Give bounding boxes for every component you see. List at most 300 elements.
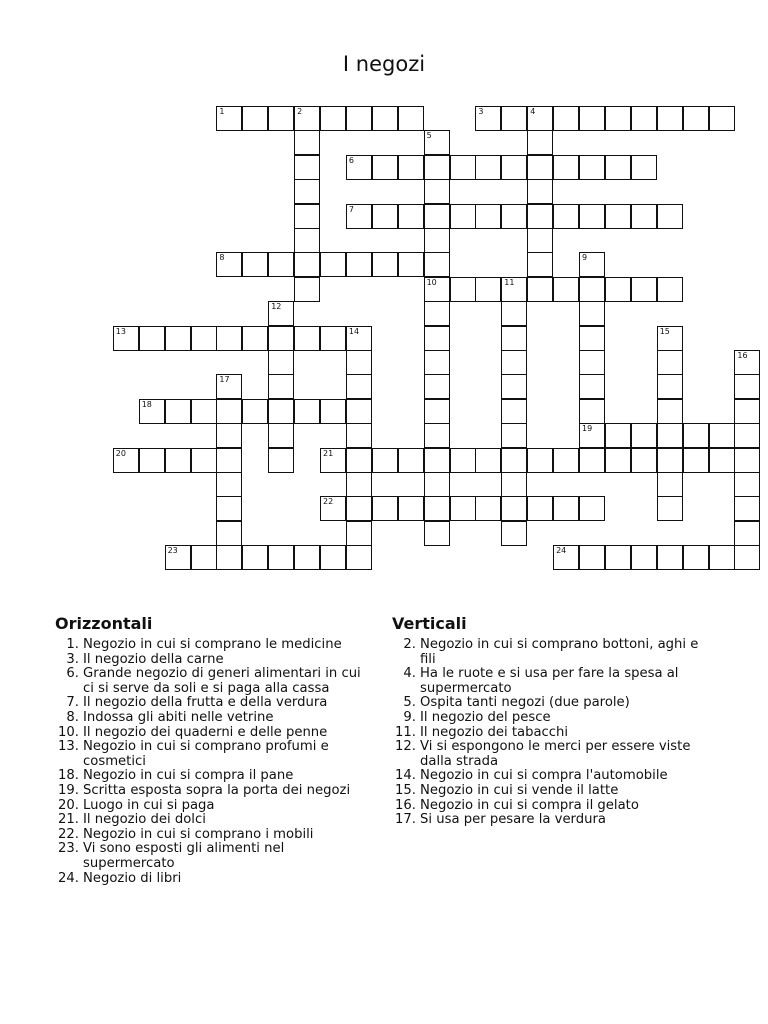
crossword-cell[interactable]	[579, 155, 605, 180]
clue-text: Ospita tanti negozi (due parole)	[420, 695, 630, 711]
clue-text: Grande negozio di generi alimentari in cui ci si serve da soli e si paga alla cassa	[83, 666, 361, 696]
crossword-cell[interactable]	[424, 130, 450, 155]
clue-text: Il negozio dei dolci	[83, 812, 206, 828]
crossword-cell[interactable]	[501, 326, 527, 351]
crossword-cell[interactable]	[450, 496, 476, 521]
crossword-cell[interactable]	[527, 496, 553, 521]
crossword-cell[interactable]	[346, 521, 372, 546]
crossword-cell[interactable]	[113, 448, 139, 473]
crossword-cell[interactable]	[398, 204, 424, 229]
crossword-cell[interactable]	[139, 326, 165, 351]
crossword-cell[interactable]	[605, 448, 631, 473]
clue-number: 7.	[66, 695, 79, 711]
crossword-cell[interactable]	[346, 252, 372, 277]
crossword-cell[interactable]	[553, 496, 579, 521]
crossword-cell[interactable]	[527, 448, 553, 473]
crossword-cell[interactable]	[527, 252, 553, 277]
crossword-cell[interactable]	[398, 496, 424, 521]
crossword-cell[interactable]	[579, 277, 605, 302]
crossword-cell[interactable]	[553, 155, 579, 180]
puzzle-title: I negozi	[342, 52, 426, 76]
crossword-cell[interactable]	[501, 399, 527, 424]
crossword-cell[interactable]	[216, 399, 242, 424]
cell-number: 3	[478, 107, 484, 116]
clue-number: 3.	[66, 651, 79, 667]
crossword-cell[interactable]	[424, 155, 450, 180]
crossword-cell[interactable]	[346, 472, 372, 497]
crossword-cell[interactable]	[346, 374, 372, 399]
clue-text: Negozio in cui si comprano le medicine	[83, 637, 342, 652]
crossword-cell[interactable]	[294, 179, 320, 204]
crossword-cell[interactable]	[346, 106, 372, 131]
crossword-cell[interactable]	[734, 472, 760, 497]
clue-text: Negozio in cui si compra il pane	[83, 768, 294, 784]
crossword-cell[interactable]	[501, 521, 527, 546]
crossword-cell[interactable]	[579, 448, 605, 473]
crossword-cell[interactable]	[553, 448, 579, 473]
cell-number: 11	[504, 277, 515, 287]
clue-item	[55, 872, 373, 887]
crossword-cell[interactable]	[191, 399, 217, 424]
crossword-cell[interactable]	[579, 350, 605, 375]
crossword-cell[interactable]	[216, 521, 242, 546]
crossword-cell[interactable]	[657, 496, 683, 521]
crossword-cell[interactable]	[579, 545, 605, 570]
crossword-cell[interactable]	[501, 204, 527, 229]
crossword-cell[interactable]	[424, 374, 450, 399]
crossword-cell[interactable]	[683, 106, 709, 131]
crossword-cell[interactable]	[734, 545, 760, 570]
crossword-cell[interactable]	[475, 448, 501, 473]
clue-item	[392, 667, 714, 696]
cell-number: 17	[219, 375, 230, 385]
crossword-cell[interactable]	[346, 496, 372, 521]
crossword-cell[interactable]	[216, 448, 242, 473]
crossword-cell[interactable]	[346, 350, 372, 375]
clue-number: 10.	[58, 724, 79, 740]
cell-number: 7	[348, 204, 354, 214]
crossword-cell[interactable]	[242, 326, 268, 351]
crossword-cell[interactable]	[631, 204, 657, 229]
clue-number: 22.	[58, 826, 79, 842]
clue-item	[55, 638, 373, 653]
crossword-cell[interactable]	[657, 472, 683, 497]
crossword-cell[interactable]	[294, 545, 320, 570]
clue-item	[392, 813, 714, 828]
crossword-cell[interactable]	[657, 399, 683, 424]
cell-number: 12	[271, 302, 282, 312]
crossword-cell[interactable]	[734, 399, 760, 424]
crossword-cell[interactable]	[191, 545, 217, 570]
clue-number: 8.	[66, 709, 79, 725]
clue-text: Scritta esposta sopra la porta dei negozi	[83, 782, 351, 798]
clue-text: Vi si espongono le merci per essere viste dalla strada	[420, 739, 691, 769]
clue-item	[392, 740, 714, 769]
clue-text: Negozio in cui si compra il gelato	[420, 797, 639, 813]
crossword-cell[interactable]	[683, 448, 709, 473]
crossword-cell[interactable]	[372, 496, 398, 521]
crossword-cell[interactable]	[320, 448, 346, 473]
crossword-cell[interactable]	[501, 155, 527, 180]
crossword-cell[interactable]	[501, 472, 527, 497]
crossword-cell[interactable]	[527, 204, 553, 229]
crossword-cell[interactable]	[734, 521, 760, 546]
crossword-cell[interactable]	[294, 326, 320, 351]
clue-item	[55, 711, 373, 726]
crossword-cell[interactable]	[501, 374, 527, 399]
crossword-cell[interactable]	[268, 399, 294, 424]
crossword-cell[interactable]	[424, 423, 450, 448]
crossword-cell[interactable]	[268, 350, 294, 375]
across-clue-list	[55, 638, 373, 886]
crossword-cell[interactable]	[294, 204, 320, 229]
crossword-cell[interactable]	[372, 448, 398, 473]
clue-item	[392, 769, 714, 784]
crossword-cell[interactable]	[346, 155, 372, 180]
crossword-cell[interactable]	[605, 106, 631, 131]
crossword-cell[interactable]	[268, 448, 294, 473]
crossword-cell[interactable]	[398, 155, 424, 180]
cell-number: 19	[582, 424, 593, 434]
cell-number: 13	[115, 326, 126, 336]
crossword-cell[interactable]	[527, 155, 553, 180]
crossword-cell[interactable]	[734, 496, 760, 521]
crossword-cell[interactable]	[424, 204, 450, 229]
crossword-cell[interactable]	[657, 545, 683, 570]
clue-text: Il negozio dei tabacchi	[420, 724, 569, 740]
cell-number: 1	[219, 107, 225, 116]
crossword-cell[interactable]	[424, 448, 450, 473]
crossword-cell[interactable]	[450, 277, 476, 302]
crossword-cell[interactable]	[605, 155, 631, 180]
crossword-cell[interactable]	[268, 252, 294, 277]
clue-number: 11.	[395, 724, 416, 740]
clue-number: 20.	[58, 797, 79, 813]
crossword-cell[interactable]	[709, 545, 735, 570]
crossword-cell[interactable]	[475, 277, 501, 302]
crossword-cell[interactable]	[605, 204, 631, 229]
crossword-cell[interactable]	[424, 301, 450, 326]
across-clues	[55, 614, 373, 886]
crossword-cell[interactable]	[294, 277, 320, 302]
clue-item	[55, 769, 373, 784]
crossword-cell[interactable]	[657, 350, 683, 375]
crossword-cell[interactable]	[527, 106, 553, 131]
crossword-cell[interactable]	[605, 545, 631, 570]
clue-text: Negozio in cui si comprano bottoni, aghi e fili	[420, 637, 699, 667]
clue-number: 18.	[58, 768, 79, 784]
crossword-cell[interactable]	[139, 448, 165, 473]
clue-number: 17.	[395, 812, 416, 828]
clue-number: 2.	[403, 637, 416, 652]
crossword-cell[interactable]	[501, 423, 527, 448]
crossword-cell[interactable]	[683, 545, 709, 570]
clue-item	[55, 828, 373, 843]
crossword-cell[interactable]	[216, 106, 242, 131]
clue-text: Si usa per pesare la verdura	[420, 812, 606, 828]
crossword-cell[interactable]	[346, 448, 372, 473]
clue-text: Il negozio del pesce	[420, 709, 551, 725]
crossword-cell[interactable]	[553, 106, 579, 131]
crossword-cell[interactable]	[346, 423, 372, 448]
clue-text: Negozio in cui si compra l'automobile	[420, 768, 668, 784]
crossword-cell[interactable]	[424, 521, 450, 546]
crossword-cell[interactable]	[372, 155, 398, 180]
clue-number: 4.	[403, 666, 416, 682]
clue-number: 21.	[58, 812, 79, 828]
crossword-cell[interactable]	[579, 496, 605, 521]
crossword-cell[interactable]	[734, 350, 760, 375]
crossword-cell[interactable]	[424, 496, 450, 521]
clue-text: Indossa gli abiti nelle vetrine	[83, 709, 274, 725]
cell-number: 6	[348, 155, 354, 165]
crossword-cell[interactable]	[320, 399, 346, 424]
crossword-cell[interactable]	[216, 545, 242, 570]
crossword-cell[interactable]	[579, 326, 605, 351]
crossword-cell[interactable]	[294, 252, 320, 277]
clue-item	[55, 740, 373, 769]
crossword-cell[interactable]	[294, 155, 320, 180]
crossword-cell[interactable]	[501, 448, 527, 473]
crossword-cell[interactable]	[709, 106, 735, 131]
clue-item	[55, 842, 373, 871]
crossword-cell[interactable]	[631, 277, 657, 302]
cell-number: 22	[323, 497, 334, 507]
clue-number: 15.	[395, 782, 416, 798]
crossword-cell[interactable]	[527, 179, 553, 204]
crossword-cell[interactable]	[268, 545, 294, 570]
crossword-cell[interactable]	[501, 106, 527, 131]
crossword-cell[interactable]	[320, 106, 346, 131]
clue-number: 24.	[58, 870, 79, 886]
clue-number: 19.	[58, 782, 79, 798]
crossword-cell[interactable]	[579, 252, 605, 277]
crossword-cell[interactable]	[579, 423, 605, 448]
crossword-cell[interactable]	[657, 448, 683, 473]
cell-number: 21	[323, 448, 334, 458]
crossword-cell[interactable]	[424, 277, 450, 302]
crossword-cell[interactable]	[294, 228, 320, 253]
crossword-cell[interactable]	[398, 252, 424, 277]
crossword-cell[interactable]	[294, 399, 320, 424]
crossword-cell[interactable]	[631, 448, 657, 473]
crossword-cell[interactable]	[372, 106, 398, 131]
crossword-cell[interactable]	[501, 496, 527, 521]
crossword-cell[interactable]	[657, 374, 683, 399]
crossword-cell[interactable]	[657, 204, 683, 229]
clue-text: Negozio in cui si vende il latte	[420, 782, 619, 798]
crossword-cell[interactable]	[579, 106, 605, 131]
crossword-cell[interactable]	[294, 130, 320, 155]
crossword-cell[interactable]	[216, 374, 242, 399]
clue-number: 14.	[395, 768, 416, 784]
crossword-cell[interactable]	[631, 423, 657, 448]
crossword-cell[interactable]	[501, 350, 527, 375]
cell-number: 14	[348, 326, 360, 336]
cell-number: 9	[582, 253, 588, 263]
clue-item	[55, 696, 373, 711]
crossword-cell[interactable]	[165, 545, 191, 570]
across-heading: Orizzontali	[55, 614, 153, 633]
crossword-cell[interactable]	[475, 106, 501, 131]
crossword-cell[interactable]	[631, 545, 657, 570]
clue-text: Luogo in cui si paga	[83, 797, 215, 813]
crossword-cell[interactable]	[346, 545, 372, 570]
cell-number: 2	[297, 107, 303, 116]
crossword-cell[interactable]	[527, 228, 553, 253]
clue-item	[55, 667, 373, 696]
crossword-cell[interactable]	[657, 326, 683, 351]
clue-item	[55, 813, 373, 828]
crossword-cell[interactable]	[216, 423, 242, 448]
crossword-cell[interactable]	[424, 472, 450, 497]
crossword-cell[interactable]	[320, 496, 346, 521]
crossword-cell[interactable]	[268, 106, 294, 131]
crossword-cell[interactable]	[346, 399, 372, 424]
crossword-cell[interactable]	[424, 252, 450, 277]
crossword-cell[interactable]	[657, 106, 683, 131]
clue-text: Ha le ruote e si usa per fare la spesa al supermercato	[420, 666, 679, 696]
clue-text: Il negozio della frutta e della verdura	[83, 695, 328, 711]
crossword-cell[interactable]	[165, 448, 191, 473]
crossword-cell[interactable]	[242, 399, 268, 424]
cell-number: 24	[556, 546, 567, 556]
crossword-cell[interactable]	[527, 277, 553, 302]
crossword-cell[interactable]	[216, 326, 242, 351]
crossword-cell[interactable]	[372, 204, 398, 229]
clue-item	[392, 726, 714, 741]
crossword-cell[interactable]	[320, 252, 346, 277]
clue-item	[392, 638, 714, 667]
clue-item	[392, 784, 714, 799]
crossword-cell[interactable]	[501, 301, 527, 326]
crossword-cell[interactable]	[191, 326, 217, 351]
crossword-cell[interactable]	[346, 204, 372, 229]
crossword-cell[interactable]	[709, 423, 735, 448]
cell-number: 18	[141, 399, 152, 409]
clue-item	[55, 726, 373, 741]
crossword-cell[interactable]	[424, 179, 450, 204]
crossword-cell[interactable]	[398, 106, 424, 131]
crossword-cell[interactable]	[372, 252, 398, 277]
clue-text: Il negozio dei quaderni e delle penne	[83, 724, 328, 740]
clue-number: 23.	[58, 841, 79, 857]
crossword-cell[interactable]	[631, 106, 657, 131]
crossword-cell[interactable]	[683, 423, 709, 448]
clue-number: 12.	[395, 739, 416, 755]
clue-text: Negozio di libri	[83, 870, 182, 886]
cell-number: 20	[115, 448, 126, 458]
crossword-cell[interactable]	[475, 496, 501, 521]
crossword-cell[interactable]	[268, 374, 294, 399]
crossword-cell[interactable]	[216, 472, 242, 497]
crossword-cell[interactable]	[165, 326, 191, 351]
crossword-cell[interactable]	[734, 448, 760, 473]
crossword-cell[interactable]	[734, 374, 760, 399]
crossword-cell[interactable]	[605, 423, 631, 448]
clue-item	[55, 799, 373, 814]
clue-number: 16.	[395, 797, 416, 813]
crossword-cell[interactable]	[320, 326, 346, 351]
crossword-cell[interactable]	[450, 155, 476, 180]
clue-text: Negozio in cui si comprano profumi e cosmetici	[83, 739, 329, 769]
crossword-cell[interactable]	[113, 326, 139, 351]
crossword-cell[interactable]	[320, 545, 346, 570]
cell-number: 4	[530, 107, 536, 116]
clue-number: 5.	[403, 695, 416, 711]
crossword-cell[interactable]	[242, 106, 268, 131]
clue-item	[55, 784, 373, 799]
crossword-cell[interactable]	[734, 423, 760, 448]
down-clue-list	[392, 638, 714, 828]
crossword-cell[interactable]	[268, 301, 294, 326]
crossword-cell[interactable]	[709, 448, 735, 473]
crossword-cell[interactable]	[424, 228, 450, 253]
crossword-cell[interactable]	[242, 252, 268, 277]
crossword-cell[interactable]	[346, 326, 372, 351]
crossword-cell[interactable]	[553, 277, 579, 302]
crossword-cell[interactable]	[579, 204, 605, 229]
crossword-cell[interactable]	[450, 204, 476, 229]
crossword-cell[interactable]	[657, 277, 683, 302]
crossword-cell[interactable]	[242, 545, 268, 570]
crossword-cell[interactable]	[398, 448, 424, 473]
crossword-cell[interactable]	[579, 374, 605, 399]
crossword-cell[interactable]	[294, 106, 320, 131]
cell-number: 23	[167, 546, 178, 556]
clue-number: 13.	[58, 739, 79, 755]
clue-number: 9.	[403, 709, 416, 725]
crossword-cell[interactable]	[424, 350, 450, 375]
crossword-cell[interactable]	[450, 448, 476, 473]
clue-item	[392, 696, 714, 711]
crossword-cell[interactable]	[475, 204, 501, 229]
crossword-cell[interactable]	[191, 448, 217, 473]
cell-number: 15	[659, 326, 670, 336]
crossword-cell[interactable]	[165, 399, 191, 424]
crossword-cell[interactable]	[527, 130, 553, 155]
clue-item	[392, 799, 714, 814]
crossword-cell[interactable]	[553, 204, 579, 229]
crossword-cell[interactable]	[605, 277, 631, 302]
clue-text: Il negozio della carne	[83, 651, 224, 667]
crossword-cell[interactable]	[475, 155, 501, 180]
crossword-cell[interactable]	[216, 496, 242, 521]
crossword-cell[interactable]	[579, 301, 605, 326]
crossword-cell[interactable]	[216, 252, 242, 277]
cell-number: 8	[219, 253, 225, 263]
crossword-cell[interactable]	[501, 277, 527, 302]
clue-text: Negozio in cui si comprano i mobili	[83, 826, 314, 842]
cell-number: 10	[426, 277, 437, 287]
clue-number: 1.	[66, 637, 79, 652]
crossword-cell[interactable]	[268, 326, 294, 351]
crossword-cell[interactable]	[657, 423, 683, 448]
clue-text: Vi sono esposti gli alimenti nel supermercato	[83, 841, 285, 871]
crossword-cell[interactable]	[424, 326, 450, 351]
crossword-cell[interactable]	[139, 399, 165, 424]
down-heading: Verticali	[392, 614, 467, 633]
clue-item	[55, 653, 373, 668]
clue-item	[392, 711, 714, 726]
crossword-cell[interactable]	[579, 399, 605, 424]
crossword-cell[interactable]	[268, 423, 294, 448]
crossword-cell[interactable]	[631, 155, 657, 180]
crossword-cell[interactable]	[424, 399, 450, 424]
crossword-cell[interactable]	[553, 545, 579, 570]
down-clues	[392, 614, 714, 828]
cell-number: 5	[426, 131, 432, 141]
